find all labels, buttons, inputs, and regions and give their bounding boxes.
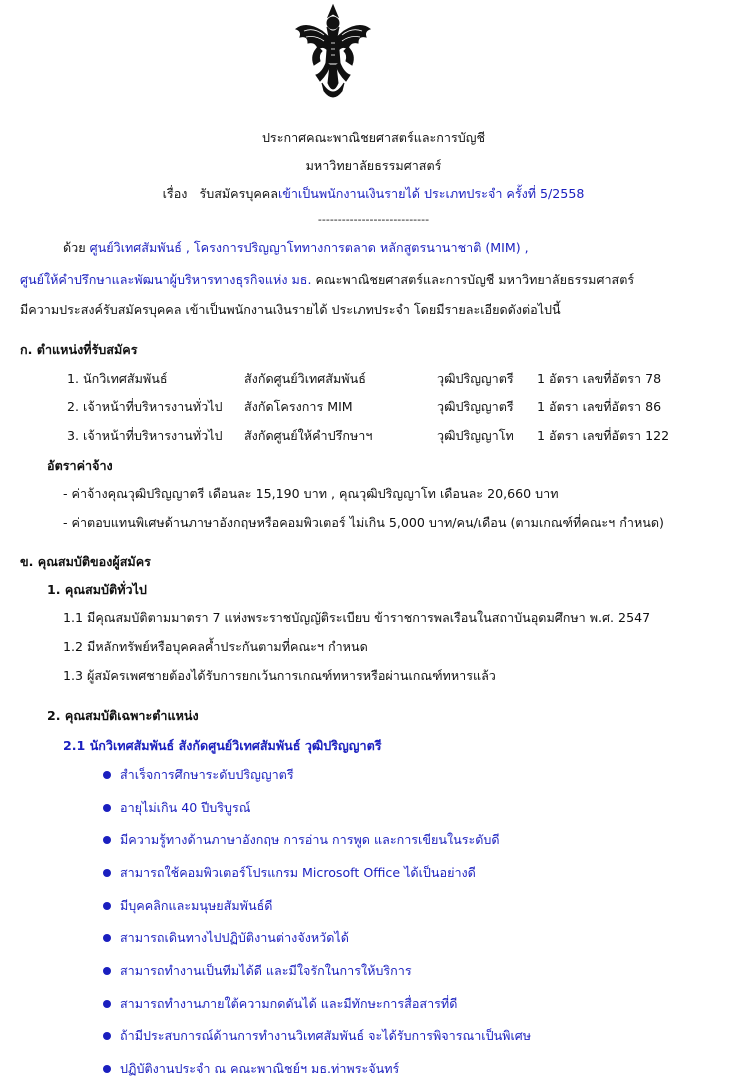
position-unit: สังกัดโครงการ MIM bbox=[244, 399, 353, 414]
section-a-heading: ก. ตำแหน่งที่รับสมัคร bbox=[20, 342, 138, 357]
bullet-icon bbox=[103, 804, 111, 812]
general-qualification-item: 1.2 มีหลักทรัพย์หรือบุคคลค้ำประกันตามที่คณะฯ กำหนด bbox=[63, 639, 368, 654]
bullet-icon bbox=[103, 1065, 111, 1073]
wage-line: - ค่าตอบแทนพิเศษด้านภาษาอังกฤษหรือคอมพิวเตอร์ ไม่เกิน 5,000 บาท/คน/เดือน (ตามเกณฑ์ที่คณะฯ กำหนด) bbox=[63, 515, 664, 530]
bullet-icon bbox=[103, 836, 111, 844]
list-item: สามารถเดินทางไปปฏิบัติงานต่างจังหวัดได้ bbox=[120, 930, 349, 945]
position-title: 2. เจ้าหน้าที่บริหารงานทั่วไป bbox=[67, 399, 223, 414]
list-item: อายุไม่เกิน 40 ปีบริบูรณ์ bbox=[120, 800, 251, 815]
wage-line: - ค่าจ้างคุณวุฒิปริญญาตรี เดือนละ 15,190 บาท , คุณวุฒิปริญญาโท เดือนละ 20,660 บาท bbox=[63, 486, 559, 501]
intro-line-2 bbox=[20, 270, 634, 290]
intro-line-1 bbox=[63, 238, 529, 258]
bullet-icon bbox=[103, 902, 111, 910]
subject-label: เรื่อง bbox=[162, 186, 188, 201]
general-qualification-item: 1.3 ผู้สมัครเพศชายต้องได้รับการยกเว้นการเกณฑ์ทหารหรือผ่านเกณฑ์ทหารแล้ว bbox=[63, 668, 496, 683]
bullet-icon bbox=[103, 1032, 111, 1040]
subject-line bbox=[0, 184, 747, 204]
bullet-icon bbox=[103, 869, 111, 877]
header-divider: ---------------------------- bbox=[317, 213, 430, 226]
list-item: สามารถใช้คอมพิวเตอร์โปรแกรม Microsoft Office ได้เป็นอย่างดี bbox=[120, 865, 476, 880]
bullet-icon bbox=[103, 771, 111, 779]
position-degree: วุฒิปริญญาโท bbox=[437, 428, 514, 443]
intro-faculty: คณะพาณิชยศาสตร์และการบัญชี มหาวิทยาลัยธรรมศาสตร์ bbox=[311, 272, 635, 287]
intro-center: ศูนย์ให้คำปรึกษาและพัฒนาผู้บริหารทางธุรกิจแห่ง มธ. bbox=[20, 272, 312, 287]
position-title: 3. เจ้าหน้าที่บริหารงานทั่วไป bbox=[67, 428, 223, 443]
position-degree: วุฒิปริญญาตรี bbox=[437, 371, 514, 386]
position-qualification-heading: 2.1 นักวิเทศสัมพันธ์ สังกัดศูนย์วิเทศสัมพันธ์ วุฒิปริญญาตรี bbox=[63, 738, 382, 753]
list-item: มีบุคคลิกและมนุษยสัมพันธ์ดี bbox=[120, 898, 273, 913]
list-item: ถ้ามีประสบการณ์ด้านการทำงานวิเทศสัมพันธ์ จะได้รับการพิจารณาเป็นพิเศษ bbox=[120, 1028, 532, 1043]
position-count: 1 อัตรา เลขที่อัตรา 86 bbox=[537, 399, 662, 414]
subject-blue: เข้าเป็นพนักงานเงินรายได้ ประเภทประจำ ครั้งที่ 5/2558 bbox=[277, 186, 585, 201]
position-unit: สังกัดศูนย์วิเทศสัมพันธ์ bbox=[244, 371, 366, 386]
position-count: 1 อัตรา เลขที่อัตรา 122 bbox=[537, 428, 670, 443]
intro-prefix: ด้วย bbox=[63, 240, 90, 255]
general-qualifications-heading: 1. คุณสมบัติทั่วไป bbox=[47, 582, 147, 597]
list-item: สามารถทำงานเป็นทีมได้ดี และมีใจรักในการให้บริการ bbox=[120, 963, 412, 978]
list-item: มีความรู้ทางด้านภาษาอังกฤษ การอ่าน การพูด และการเขียนในระดับดี bbox=[120, 832, 500, 847]
list-item: สำเร็จการศึกษาระดับปริญญาตรี bbox=[120, 767, 294, 782]
intro-units: ศูนย์วิเทศสัมพันธ์ , โครงการปริญญาโททางการตลาด หลักสูตรนานาชาติ (MIM) , bbox=[89, 240, 529, 255]
list-item: สามารถทำงานภายใต้ความกดดันได้ และมีทักษะการสื่อสารที่ดี bbox=[120, 996, 458, 1011]
bullet-icon bbox=[103, 967, 111, 975]
section-b-heading: ข. คุณสมบัติของผู้สมัคร bbox=[20, 554, 151, 569]
position-unit: สังกัดศูนย์ให้คำปรึกษาฯ bbox=[244, 428, 373, 443]
subject-black: รับสมัครบุคคล bbox=[199, 186, 278, 201]
wage-heading: อัตราค่าจ้าง bbox=[47, 458, 113, 473]
specific-qualifications-heading: 2. คุณสมบัติเฉพาะตำแหน่ง bbox=[47, 708, 199, 723]
bullet-icon bbox=[103, 934, 111, 942]
position-count: 1 อัตรา เลขที่อัตรา 78 bbox=[537, 371, 662, 386]
bullet-icon bbox=[103, 1000, 111, 1008]
intro-line-3: มีความประสงค์รับสมัครบุคคล เข้าเป็นพนักงานเงินรายได้ ประเภทประจำ โดยมีรายละเอียดดังต่อไปนี้ bbox=[20, 302, 561, 317]
university-name: มหาวิทยาลัยธรรมศาสตร์ bbox=[305, 158, 442, 173]
garuda-emblem bbox=[292, 3, 374, 103]
position-title: 1. นักวิเทศสัมพันธ์ bbox=[67, 371, 168, 386]
list-item: ปฏิบัติงานประจำ ณ คณะพาณิชย์ฯ มธ.ท่าพระจันทร์ bbox=[120, 1061, 400, 1076]
announcement-title: ประกาศคณะพาณิชยศาสตร์และการบัญชี bbox=[261, 130, 486, 145]
position-degree: วุฒิปริญญาตรี bbox=[437, 399, 514, 414]
general-qualification-item: 1.1 มีคุณสมบัติตามมาตรา 7 แห่งพระราชบัญญัติระเบียบ ข้าราชการพลเรือนในสถาบันอุดมศึกษา พ.ศ. 2547 bbox=[63, 610, 651, 625]
